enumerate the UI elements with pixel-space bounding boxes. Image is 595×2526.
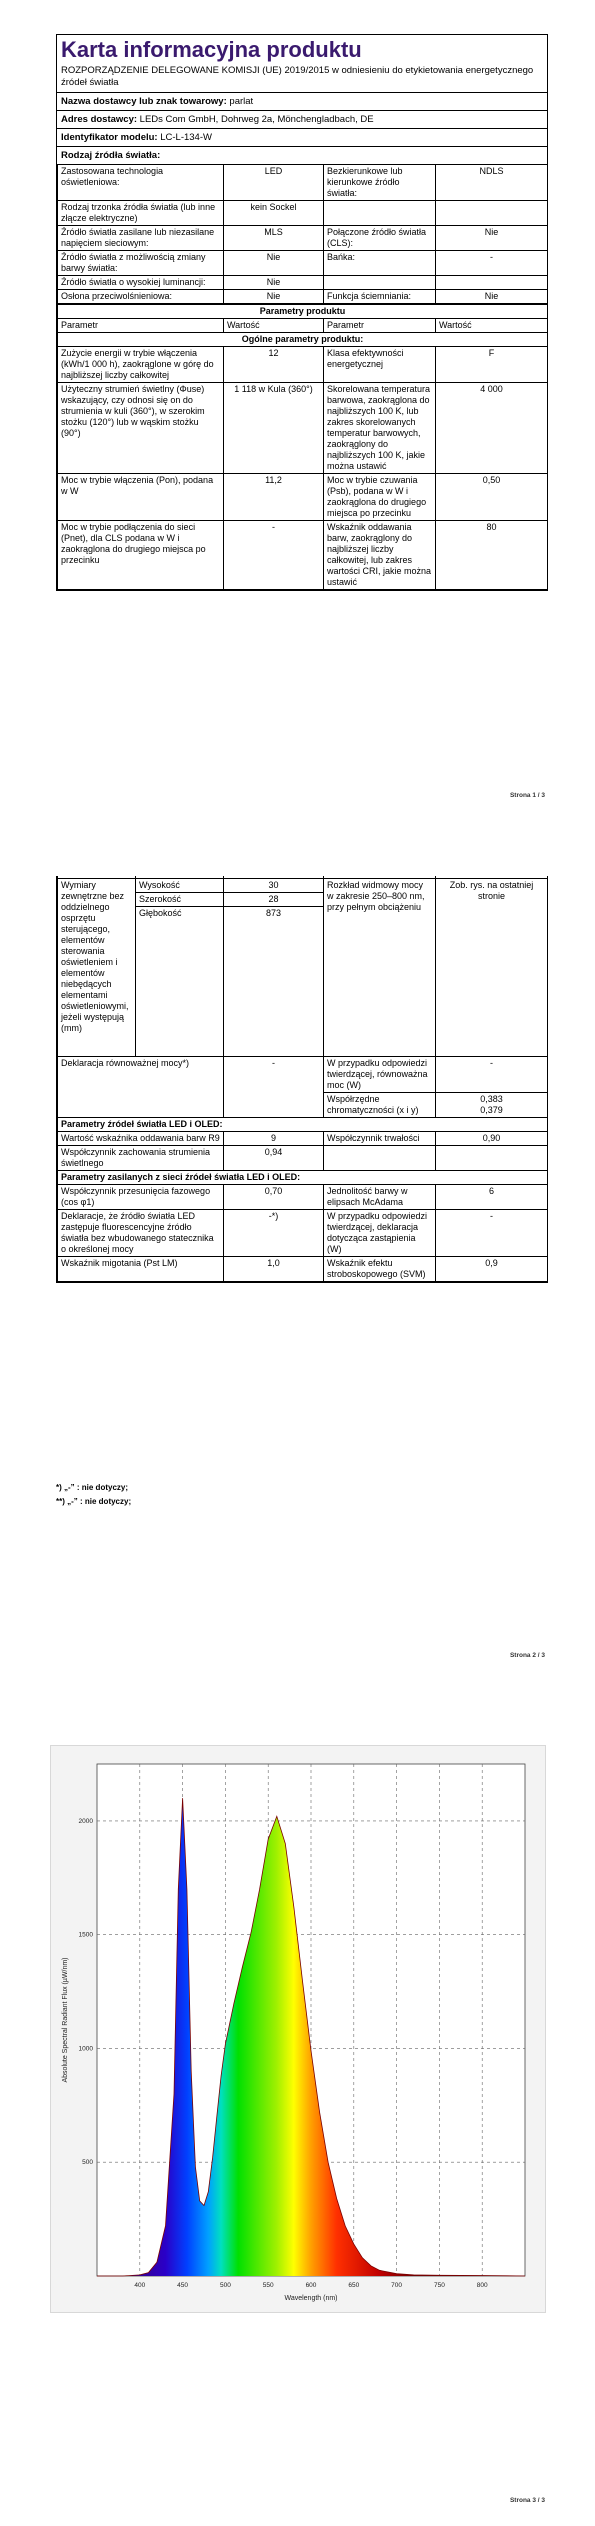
type-param-value: Nie — [224, 251, 324, 276]
type-param-label: Źródło światła zasilane lub niezasilane napięciem sieciowym: — [58, 226, 224, 251]
params-heading: Parametry produktu — [58, 305, 548, 319]
x-tick-label: 800 — [476, 2282, 488, 2289]
model-row — [57, 128, 547, 146]
x-tick-label: 550 — [262, 2282, 274, 2289]
page-2 — [0, 876, 595, 1666]
param-row — [58, 347, 548, 383]
param-value: - — [224, 521, 324, 590]
supplier-name-row — [57, 92, 547, 110]
param-value-2: 0,50 — [436, 474, 548, 521]
col-value-2: Wartość — [436, 319, 548, 333]
param-value: 11,2 — [224, 474, 324, 521]
type-param-value-2 — [436, 276, 548, 290]
type-param-label-2: Bańka: — [324, 251, 436, 276]
type-table-row — [58, 290, 548, 304]
col-value-1: Wartość — [224, 319, 324, 333]
x-axis-label: Wavelength (nm) — [284, 2295, 338, 2302]
product-sheet-top — [56, 34, 548, 591]
chroma-y: 0,379 — [480, 1105, 503, 1115]
dim-value-depth: 873 — [224, 907, 324, 1057]
survival-label: Współczynnik trwałości — [324, 1132, 436, 1146]
supplier-address-label: Adres dostawcy: — [61, 114, 138, 125]
page-number-3: Strona 3 / 3 — [509, 2497, 545, 2504]
mains-value: 1,0 — [224, 1257, 324, 1282]
supplier-name-value: parlat — [229, 96, 254, 107]
param-label: Użyteczny strumień świetlny (Φuse) wskazujący, czy odnosi się on do strumienia w kuli (360°), w szerokim stożku (120°) lub w wąskim stożku (90°) — [58, 383, 224, 474]
mains-value-2: 6 — [436, 1185, 548, 1210]
y-tick-label: 1500 — [78, 1931, 93, 1939]
y-tick-label: 1000 — [78, 2045, 93, 2053]
spectrum-label: Rozkład widmowy mocy w zakresie 250–800 nm, przy pełnym obciążeniu — [324, 879, 436, 1057]
type-param-label: Zastosowana technologia oświetleniowa: — [58, 165, 224, 201]
type-param-value: LED — [224, 165, 324, 201]
mains-heading: Parametry zasilanych z sieci źródeł światła LED i OLED: — [58, 1171, 548, 1185]
col-param-2: Parametr — [324, 319, 436, 333]
type-param-label-2: Połączone źródło światła (CLS): — [324, 226, 436, 251]
mains-label-2: Jednolitość barwy w elipsach McAdama — [324, 1185, 436, 1210]
mains-label: Współczynnik przesunięcia fazowego (cos φ1) — [58, 1185, 224, 1210]
survival-value: 0,90 — [436, 1132, 548, 1146]
mains-label-2: Wskaźnik efektu stroboskopowego (SVM) — [324, 1257, 436, 1282]
type-param-label-2 — [324, 201, 436, 226]
mains-value: 0,70 — [224, 1185, 324, 1210]
type-table — [57, 164, 548, 304]
type-param-value: Nie — [224, 276, 324, 290]
equiv-power-label: Deklaracja równoważnej mocy*) — [58, 1057, 224, 1118]
type-param-value-2 — [436, 201, 548, 226]
param-row — [58, 521, 548, 590]
page-number-2: Strona 2 / 3 — [509, 1652, 545, 1659]
param-label: Moc w trybie włączenia (Pon), podana w W — [58, 474, 224, 521]
type-table-row — [58, 226, 548, 251]
mains-label-2: W przypadku odpowiedzi twierdzącej, deklaracja dotycząca zastąpienia (W) — [324, 1210, 436, 1257]
led-heading: Parametry źródeł światła LED i OLED: — [58, 1118, 548, 1132]
page-title: Karta informacyjna produktu — [61, 37, 362, 62]
param-value-2: 80 — [436, 521, 548, 590]
page-1 — [0, 0, 595, 805]
param-value: 12 — [224, 347, 324, 383]
mains-label: Wskaźnik migotania (Pst LM) — [58, 1257, 224, 1282]
type-param-label: Źródło światła z możliwością zmiany barwy światła: — [58, 251, 224, 276]
blank-cell — [324, 1146, 436, 1171]
page-number-1: Strona 1 / 3 — [509, 792, 545, 799]
type-row — [57, 146, 547, 164]
type-table-row — [58, 201, 548, 226]
mains-row — [58, 1210, 548, 1257]
r9-label: Wartość wskaźnika oddawania barw R9 — [58, 1132, 224, 1146]
dim-label-depth: Głębokość — [136, 907, 224, 1057]
supplier-name-label: Nazwa dostawcy lub znak towarowy: — [61, 96, 227, 107]
y-tick-label: 500 — [82, 2159, 93, 2167]
supplier-address-value: LEDs Com GmbH, Dohrweg 2a, Mönchengladbach, DE — [139, 114, 374, 125]
type-param-label-2: Funkcja ściemniania: — [324, 290, 436, 304]
param-label-2: Wskaźnik oddawania barw, zaokrąglony do najbliższej liczby całkowitej, lub zakres wartości CRI, jakie można ustawić — [324, 521, 436, 590]
x-tick-label: 450 — [177, 2282, 189, 2289]
params-table-cont — [57, 876, 548, 1282]
lumen-maint-value: 0,94 — [224, 1146, 324, 1171]
product-sheet-cont — [56, 876, 548, 1283]
type-param-label: Rodzaj trzonka źródła światła (lub inne złącze elektryczne) — [58, 201, 224, 226]
type-param-label: Osłona przeciwolśnieniowa: — [58, 290, 224, 304]
mains-value: -*) — [224, 1210, 324, 1257]
mains-row — [58, 1185, 548, 1210]
type-param-label: Źródło światła o wysokiej luminancji: — [58, 276, 224, 290]
chroma-label: Współrzędne chromatyczności (x i y) — [324, 1093, 436, 1118]
x-tick-label: 650 — [348, 2282, 360, 2289]
equiv-power-l2: W przypadku odpowiedzi twierdzącej, równoważna moc (W) — [324, 1057, 436, 1093]
type-param-value-2: Nie — [436, 290, 548, 304]
y-axis-label: Absolute Spectral Radiant Flux (µW/nm) — [62, 1957, 69, 2083]
mains-value-2: 0,9 — [436, 1257, 548, 1282]
spectrum-chart-frame — [50, 1745, 546, 2313]
supplier-address-row — [57, 110, 547, 128]
param-label: Zużycie energii w trybie włączenia (kWh/1 000 h), zaokrąglone w górę do najbliższej liczby całkowitej — [58, 347, 224, 383]
dimensions-label: Wymiary zewnętrzne bez oddzielnego osprzętu sterującego, elementów sterowania oświetleniem i elementów niebędących elementami oświetleniowymi, jeżeli występują (mm) — [58, 879, 136, 1057]
params-table — [57, 304, 548, 590]
type-table-row — [58, 251, 548, 276]
type-param-label-2 — [324, 276, 436, 290]
mains-label: Deklaracje, że źródło światła LED zastępuje fluorescencyjne źródło światła bez wbudowanego statecznika o określonej mocy — [58, 1210, 224, 1257]
type-param-value: MLS — [224, 226, 324, 251]
x-tick-label: 700 — [391, 2282, 403, 2289]
param-label: Moc w trybie podłączenia do sieci (Pnet), dla CLS podana w W i zaokrąglona do drugiego miejsca po przecinku — [58, 521, 224, 590]
mains-row — [58, 1257, 548, 1282]
model-value: LC-L-134-W — [160, 132, 212, 143]
x-tick-label: 600 — [305, 2282, 317, 2289]
dim-value-width: 28 — [224, 893, 324, 907]
mains-value-2: - — [436, 1210, 548, 1257]
chroma-value — [436, 1093, 548, 1118]
blank-cell — [436, 1146, 548, 1171]
page-subtitle: ROZPORZĄDZENIE DELEGOWANE KOMISJI (UE) 2019/2015 w odniesieniu do etykietowania energetycznego źródeł światła — [61, 65, 534, 88]
type-param-value-2: - — [436, 251, 548, 276]
param-label-2: Moc w trybie czuwania (Psb), podana w W i zaokrąglona do drugiego miejsca po przecinku — [324, 474, 436, 521]
model-label: Identyfikator modelu: — [61, 132, 158, 143]
footnote-2: **) „-” : nie dotyczy; — [56, 1497, 132, 1506]
type-table-row — [58, 276, 548, 290]
footnote-1: *) „-” : nie dotyczy; — [56, 1483, 129, 1492]
x-tick-label: 400 — [134, 2282, 146, 2289]
param-label-2: Skorelowana temperatura barwowa, zaokrąglona do najbliższych 100 K, lub zakres skorelowanych temperatur barwowych, zaokrąglony do najbliższych 100 K, jakie można ustawić — [324, 383, 436, 474]
equiv-power-value: - — [224, 1057, 324, 1118]
equiv-power-v2: - — [436, 1057, 548, 1093]
general-heading: Ogólne parametry produktu: — [58, 333, 548, 347]
type-param-value-2: NDLS — [436, 165, 548, 201]
type-param-value: kein Sockel — [224, 201, 324, 226]
param-value: 1 118 w Kula (360°) — [224, 383, 324, 474]
param-value-2: F — [436, 347, 548, 383]
type-label: Rodzaj źródła światła: — [61, 150, 161, 161]
type-param-value: Nie — [224, 290, 324, 304]
param-row — [58, 383, 548, 474]
type-param-label-2: Bezkierunkowe lub kierunkowe źródło światła: — [324, 165, 436, 201]
param-label-2: Klasa efektywności energetycznej — [324, 347, 436, 383]
lumen-maint-label: Współczynnik zachowania strumienia świetlnego — [58, 1146, 224, 1171]
param-value-2: 4 000 — [436, 383, 548, 474]
param-row — [58, 474, 548, 521]
dim-label-height: Wysokość — [136, 879, 224, 893]
r9-value: 9 — [224, 1132, 324, 1146]
spectrum-value: Zob. rys. na ostatniej stronie — [436, 879, 548, 1057]
x-tick-label: 500 — [219, 2282, 231, 2289]
x-tick-label: 750 — [433, 2282, 445, 2289]
dim-label-width: Szerokość — [136, 893, 224, 907]
spectrum-chart — [51, 1746, 545, 2312]
y-tick-label: 2000 — [78, 1817, 93, 1825]
type-table-row — [58, 165, 548, 201]
col-param-1: Parametr — [58, 319, 224, 333]
type-param-value-2: Nie — [436, 226, 548, 251]
chroma-x: 0,383 — [480, 1094, 503, 1104]
dim-value-height: 30 — [224, 879, 324, 893]
